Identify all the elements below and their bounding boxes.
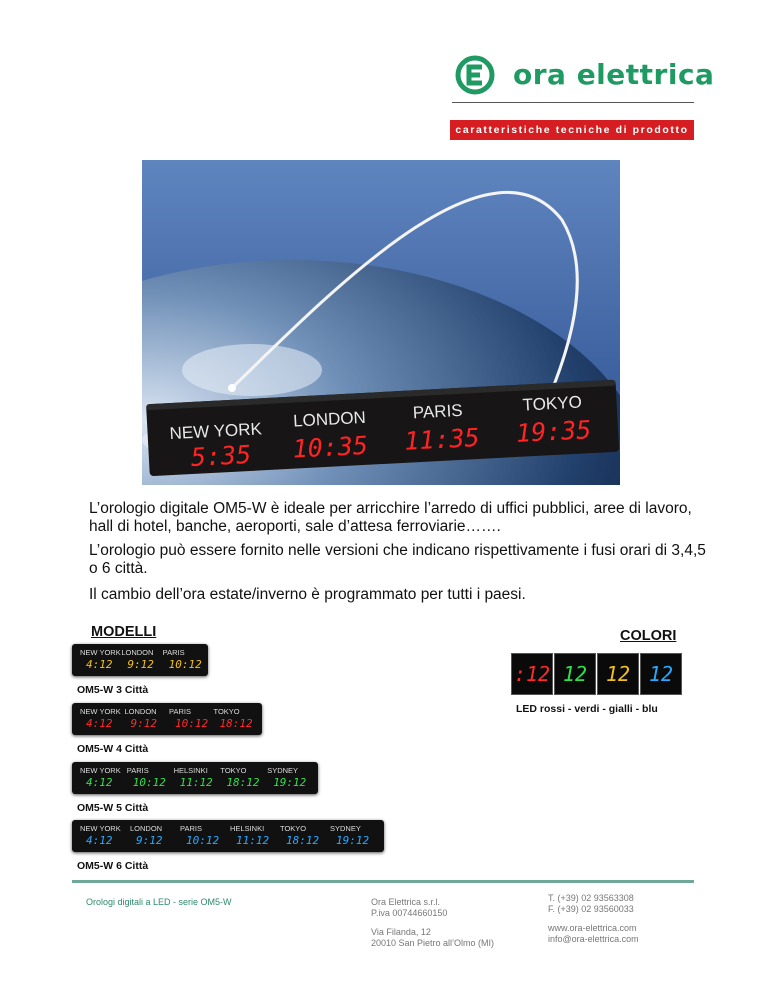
footer-divider: [72, 880, 694, 883]
model-city-label: LONDON: [121, 648, 154, 657]
model-city-label: SYDNEY: [330, 824, 361, 833]
model-city-label: HELSINKI: [230, 824, 265, 833]
footer-street: Via Filanda, 12: [371, 927, 431, 937]
hero-city: TOKYO: [522, 392, 583, 415]
models-title: MODELLI: [91, 624, 157, 640]
model-city-label: PARIS: [126, 766, 149, 775]
model-time-value: 18:12: [226, 776, 260, 789]
model-time-value: 10:12: [175, 717, 209, 730]
hero-time: 10:35: [291, 430, 369, 464]
model-city-label: NEW YORK: [80, 707, 121, 716]
intro-paragraph-2: L’orologio può essere fornito nelle versioni che indicano rispettivamente i fusi orari di 3,4,5 o 6 città.: [89, 542, 706, 577]
footer-website[interactable]: www.ora-elettrica.com: [548, 923, 637, 933]
model-time-value: 9:12: [130, 717, 157, 730]
footer-vat: P.iva 00744660150: [371, 908, 448, 918]
model-time-value: 19:12: [336, 834, 370, 847]
doc-tagline: caratteristiche tecniche di prodotto: [450, 120, 694, 140]
brand-name: ora elettrica: [513, 58, 715, 91]
model-time-value: 10:12: [168, 658, 202, 671]
model-caption: OM5-W 5 Città: [77, 802, 149, 814]
model-city-label: NEW YORK: [80, 766, 121, 775]
color-swatches: [511, 653, 686, 695]
model-time-value: 11:12: [179, 776, 213, 789]
model-clock-bar: [72, 703, 262, 735]
hero-time: 19:35: [515, 415, 593, 448]
colors-title: COLORI: [620, 628, 677, 644]
model-city-label: TOKYO: [220, 766, 247, 775]
model-city-label: TOKYO: [280, 824, 307, 833]
led-color-swatch: 12: [640, 653, 682, 695]
hero-image: [142, 160, 620, 485]
model-city-label: TOKYO: [213, 707, 240, 716]
model-city-label: NEW YORK: [80, 648, 121, 657]
model-city-label: LONDON: [124, 707, 157, 716]
model-city-label: PARIS: [169, 707, 191, 716]
footer-fax: F. (+39) 02 93560033: [548, 904, 634, 914]
led-color-swatch: :12: [511, 653, 553, 695]
footer-company: Ora Elettrica s.r.l.: [371, 897, 441, 907]
world-clock-display: [142, 160, 620, 485]
model-clock-bar: [72, 644, 208, 676]
model-city-label: LONDON: [130, 824, 163, 833]
hero-time: 5:35: [190, 439, 252, 473]
model-time-value: 4:12: [86, 717, 113, 730]
model-time-value: 9:12: [127, 658, 154, 671]
model-caption: OM5-W 3 Città: [77, 684, 149, 696]
header-divider: [452, 102, 694, 103]
model-time-value: 4:12: [86, 776, 113, 789]
model-time-value: 4:12: [86, 658, 113, 671]
footer-email[interactable]: info@ora-elettrica.com: [548, 934, 639, 944]
model-time-value: 18:12: [219, 717, 253, 730]
model-time-value: 4:12: [86, 834, 113, 847]
model-time-value: 11:12: [236, 834, 270, 847]
model-time-value: 18:12: [286, 834, 320, 847]
led-color-swatch: 12: [554, 653, 596, 695]
colors-caption: LED rossi - verdi - gialli - blu: [516, 703, 658, 715]
footer-phone: T. (+39) 02 93563308: [548, 893, 634, 903]
intro-paragraph-1: L’orologio digitale OM5-W è ideale per arricchire l’arredo di uffici pubblici, aree di lavoro, hall di hotel, banche, aeroporti, sale d’attesa ferroviarie…….: [89, 500, 692, 535]
brand-logo-icon: [455, 55, 505, 95]
hero-time: 11:35: [403, 422, 481, 456]
model-caption: OM5-W 4 Città: [77, 743, 149, 755]
footer-city: 20010 San Pietro all’Olmo (MI): [371, 938, 495, 948]
model-city-label: PARIS: [180, 824, 202, 833]
model-time-value: 19:12: [273, 776, 307, 789]
model-time-value: 9:12: [136, 834, 163, 847]
hero-city: NEW YORK: [169, 419, 263, 444]
model-clock-bar: [72, 762, 318, 794]
model-city-label: HELSINKI: [173, 766, 208, 775]
model-clock-bar: [72, 820, 384, 852]
model-time-value: 10:12: [132, 776, 166, 789]
intro-paragraph-3: Il cambio dell’ora estate/inverno è programmato per tutti i paesi.: [89, 586, 526, 603]
footer-product: Orologi digitali a LED - serie OM5-W: [86, 897, 232, 907]
model-city-label: PARIS: [162, 648, 185, 657]
hero-city: PARIS: [412, 400, 464, 423]
model-city-label: NEW YORK: [80, 824, 121, 833]
led-color-swatch: 12: [597, 653, 639, 695]
hero-city: LONDON: [292, 407, 367, 431]
model-caption: OM5-W 6 Città: [77, 860, 149, 872]
model-city-label: SYDNEY: [267, 766, 299, 775]
model-time-value: 10:12: [186, 834, 220, 847]
